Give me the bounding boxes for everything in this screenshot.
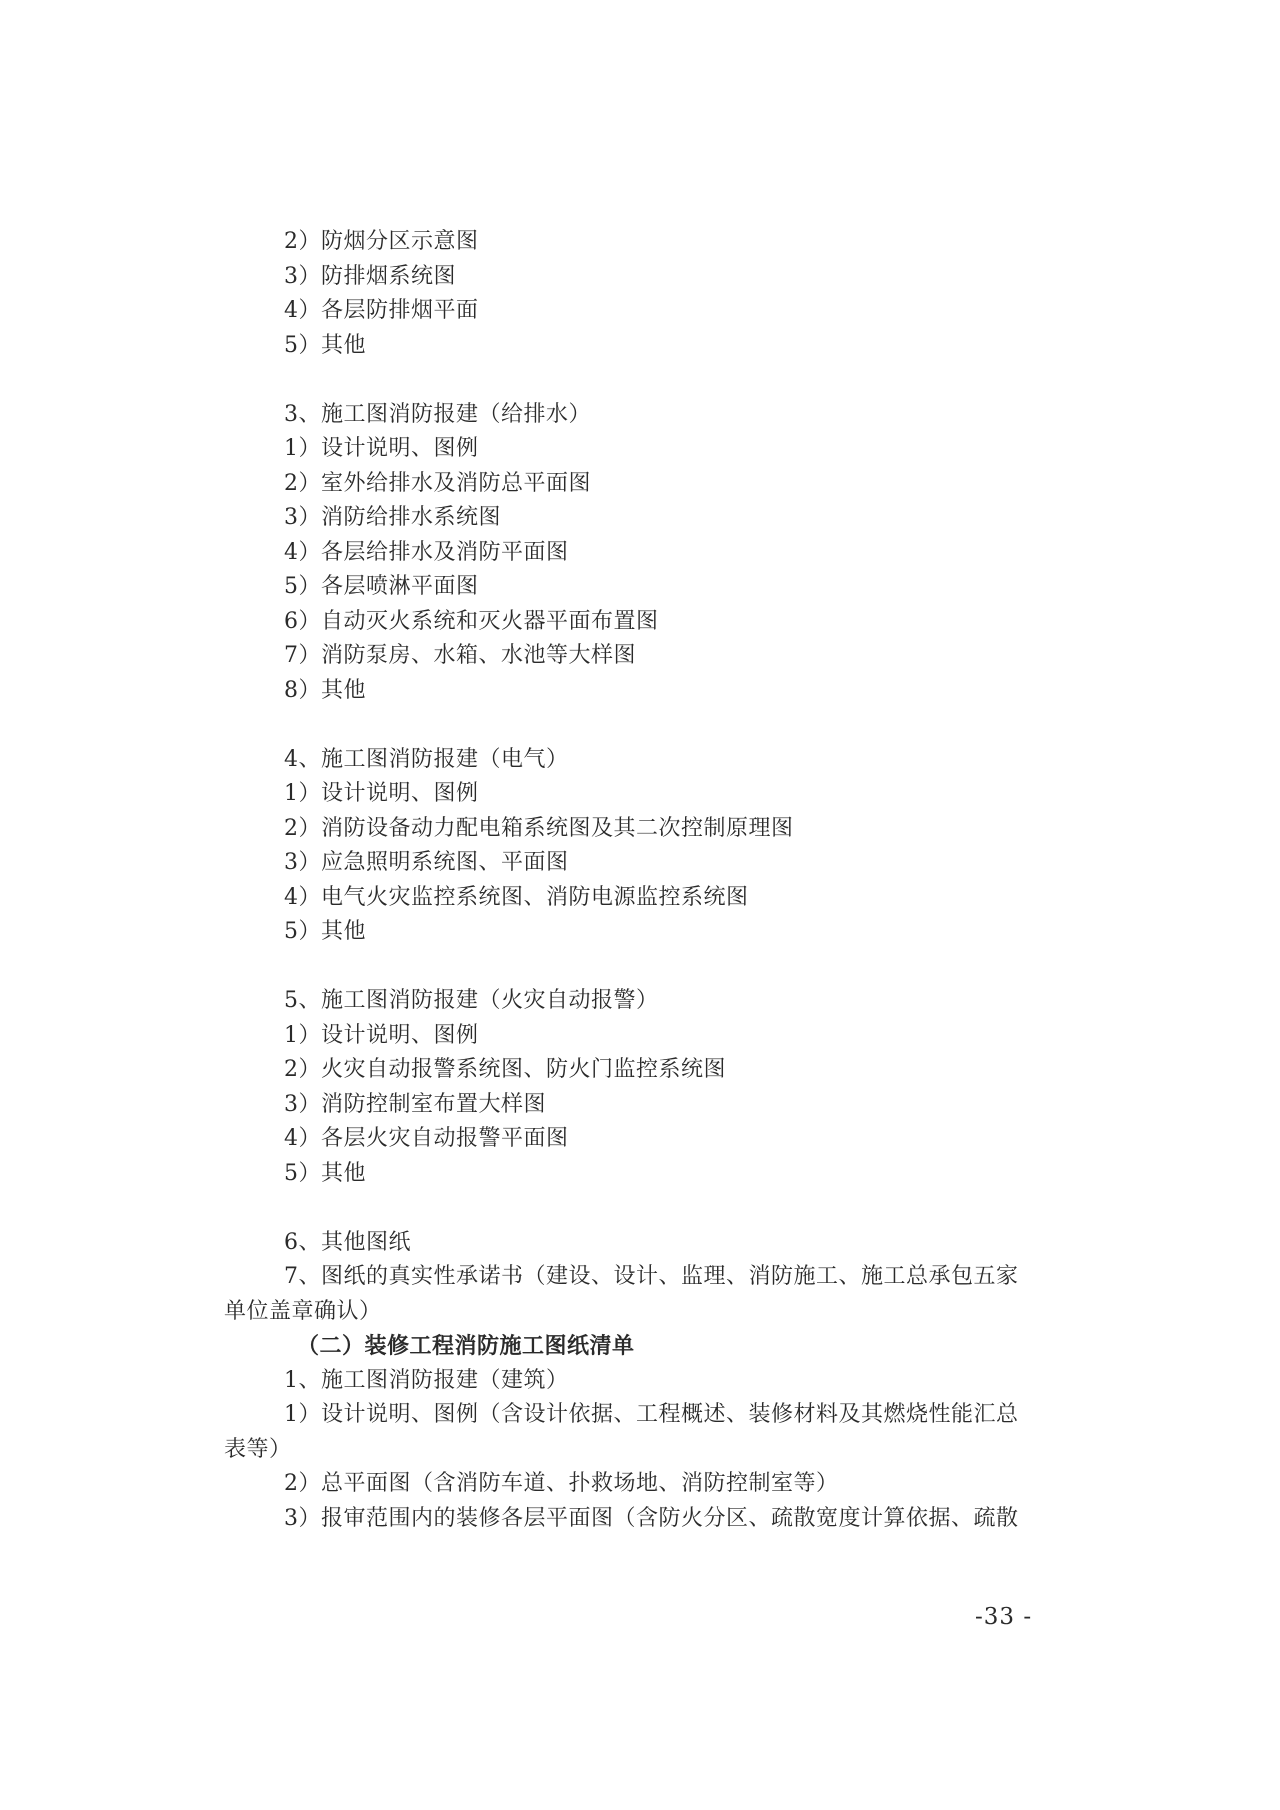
list-item: 5）其他 bbox=[284, 332, 366, 358]
blank-line bbox=[224, 363, 1052, 398]
list-item: 4）电气火灾监控系统图、消防电源监控系统图 bbox=[284, 884, 749, 910]
list-item: 2）消防设备动力配电箱系统图及其二次控制原理图 bbox=[284, 815, 794, 841]
blank-line bbox=[224, 708, 1052, 743]
list-item: 2）防烟分区示意图 bbox=[284, 229, 479, 254]
blank-line bbox=[224, 950, 1052, 985]
section-title: 7、图纸的真实性承诺书（建设、设计、监理、消防施工、施工总承包五家 bbox=[284, 1264, 1019, 1289]
list-item: 3）应急照明系统图、平面图 bbox=[284, 850, 569, 875]
list-item: 5）其他 bbox=[284, 1160, 366, 1186]
list-item: 5）各层喷淋平面图 bbox=[284, 574, 479, 599]
list-item: 5）其他 bbox=[284, 919, 366, 944]
list-item: 1）设计说明、图例 bbox=[284, 1022, 479, 1048]
list-item: 4）各层火灾自动报警平面图 bbox=[284, 1126, 569, 1151]
blank-line bbox=[224, 1191, 1052, 1226]
section-title: 4、施工图消防报建（电气） bbox=[284, 746, 569, 772]
list-item: 4）各层给排水及消防平面图 bbox=[284, 539, 569, 565]
paragraph-continuation: 单位盖章确认） bbox=[224, 1298, 382, 1324]
section-title: 1、施工图消防报建（建筑） bbox=[284, 1367, 569, 1393]
list-item: 4）各层防排烟平面 bbox=[284, 298, 479, 323]
document-body bbox=[224, 225, 1052, 1536]
section-title: 3、施工图消防报建（给排水） bbox=[284, 401, 591, 427]
list-item: 1）设计说明、图例（含设计依据、工程概述、装修材料及其燃烧性能汇总 bbox=[284, 1402, 1019, 1427]
list-item: 1）设计说明、图例 bbox=[284, 781, 479, 806]
paragraph-continuation: 表等） bbox=[224, 1436, 292, 1462]
list-item: 7）消防泵房、水箱、水池等大样图 bbox=[284, 643, 636, 668]
page-number: -33 - bbox=[975, 1604, 1033, 1630]
list-item: 3）消防控制室布置大样图 bbox=[284, 1091, 546, 1117]
section-title: 5、施工图消防报建（火灾自动报警） bbox=[284, 988, 659, 1013]
list-item: 3）防排烟系统图 bbox=[284, 263, 456, 289]
list-item: 6）自动灭火系统和灭火器平面布置图 bbox=[284, 608, 659, 634]
list-item: 1）设计说明、图例 bbox=[284, 436, 479, 461]
list-item: 2）总平面图（含消防车道、扑救场地、消防控制室等） bbox=[284, 1471, 839, 1496]
section-title: 6、其他图纸 bbox=[284, 1229, 411, 1255]
list-item: 2）火灾自动报警系统图、防火门监控系统图 bbox=[284, 1057, 726, 1082]
subheading: （二）装修工程消防施工图纸清单 bbox=[297, 1333, 635, 1359]
list-item: 2）室外给排水及消防总平面图 bbox=[284, 470, 591, 496]
list-item: 3）报审范围内的装修各层平面图（含防火分区、疏散宽度计算依据、疏散 bbox=[284, 1505, 1019, 1531]
list-item: 3）消防给排水系统图 bbox=[284, 505, 501, 530]
list-item: 8）其他 bbox=[284, 677, 366, 703]
